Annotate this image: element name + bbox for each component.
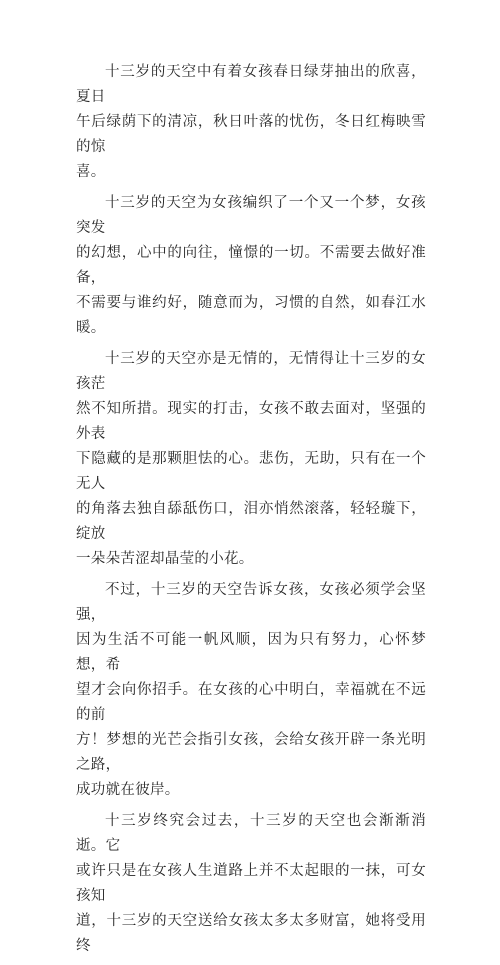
paragraph-3: 十三岁的天空亦是无情的，无情得让十三岁的女孩茫 然不知所措。现实的打击，女孩不敢去面对，坚强的外表 下隐藏的是那颗胆怯的心。悲伤，无助，只有在一个无人 的角落去独自舔舐伤口，泪亦悄然滚落，轻轻璇下，绽放 一朵朵苦涩却晶莹的小花。: [76, 351, 426, 567]
paragraph-5: 十三岁终究会过去，十三岁的天空也会渐渐消逝。它 或许只是在女孩人生道路上并不太起眼的一抹，可女孩知 道，十三岁的天空送给女孩太多太多财富，她将受用终: [76, 813, 426, 954]
paragraph-1: 十三岁的天空中有着女孩春日绿芽抽出的欣喜，夏日 午后绿荫下的清凉，秋日叶落的忧伤，冬日红梅映雪的惊 喜。: [76, 64, 426, 180]
paragraph-2: 十三岁的天空为女孩编织了一个又一个梦，女孩突发 的幻想，心中的向往，憧憬的一切。不需要去做好准备， 不需要与谁约好，随意而为，习惯的自然，如春江水暖。: [76, 195, 426, 336]
essay-body: [76, 60, 426, 965]
paragraph-4: 不过，十三岁的天空告诉女孩，女孩必须学会坚强， 因为生活不可能一帆风顺，因为只有努力，心怀梦想，希 望才会向你招手。在女孩的心中明白，幸福就在不远的前 方！梦想的光芒会指引女孩，会给女孩开辟一条光明之路， 成功就在彼岸。: [76, 582, 426, 798]
